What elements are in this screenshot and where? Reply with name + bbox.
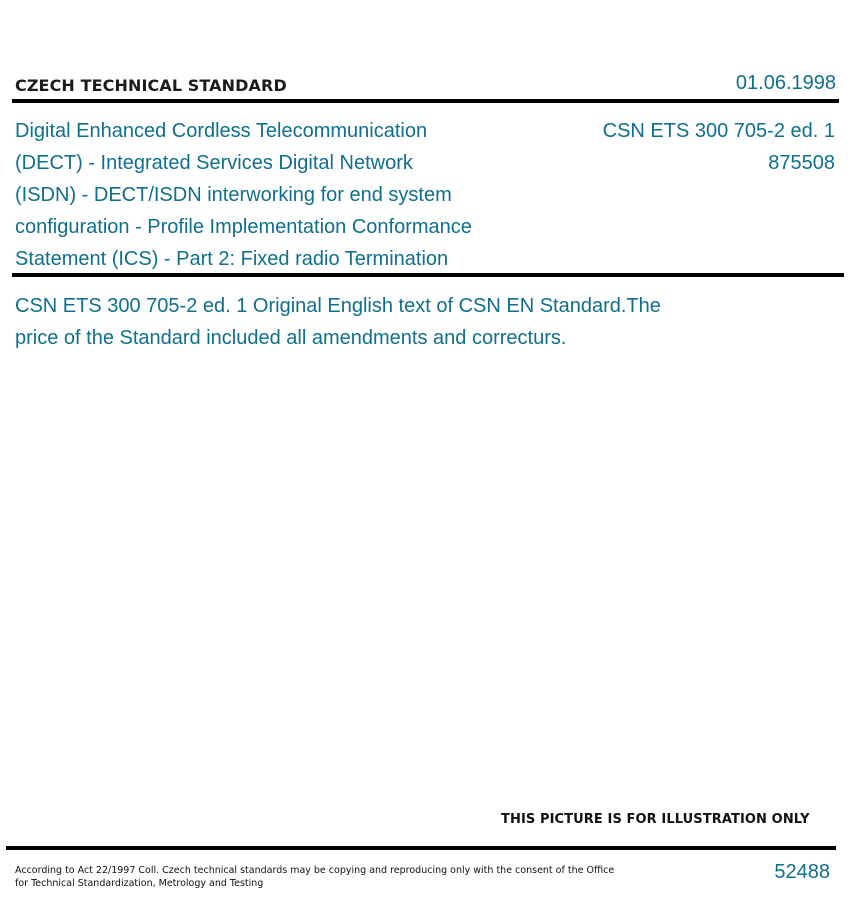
standard-title-line: Digital Enhanced Cordless Telecommunication	[15, 120, 428, 142]
standard-title-line: (DECT) - Integrated Services Digital Network	[15, 152, 413, 174]
title-divider	[12, 273, 844, 277]
header-divider	[12, 99, 839, 103]
document-category-label: CZECH TECHNICAL STANDARD	[15, 76, 287, 95]
description-line: price of the Standard included all amendments and correcturs.	[15, 327, 567, 349]
standard-title-line: configuration - Profile Implementation Conformance	[15, 216, 472, 238]
standard-number: CSN ETS 300 705-2 ed. 1	[602, 120, 835, 142]
standard-description	[15, 290, 775, 354]
catalog-code: 875508	[768, 152, 835, 174]
standard-title-line: (ISDN) - DECT/ISDN interworking for end system	[15, 184, 452, 206]
copyright-notice-line: for Technical Standardization, Metrology and Testing	[15, 878, 264, 889]
copyright-notice	[15, 864, 615, 890]
document-id: 52488	[774, 861, 830, 883]
copyright-notice-line: According to Act 22/1997 Coll. Czech technical standards may be copying and reproducing only with the consent of the Office	[15, 865, 615, 876]
publication-date: 01.06.1998	[735, 72, 836, 94]
description-line: CSN ETS 300 705-2 ed. 1 Original English text of CSN EN Standard.The	[15, 295, 661, 317]
standard-title	[15, 115, 555, 275]
footer-divider	[6, 846, 836, 850]
illustration-disclaimer: THIS PICTURE IS FOR ILLUSTRATION ONLY	[501, 812, 810, 827]
standard-title-line: Statement (ICS) - Part 2: Fixed radio Termination	[15, 248, 449, 270]
